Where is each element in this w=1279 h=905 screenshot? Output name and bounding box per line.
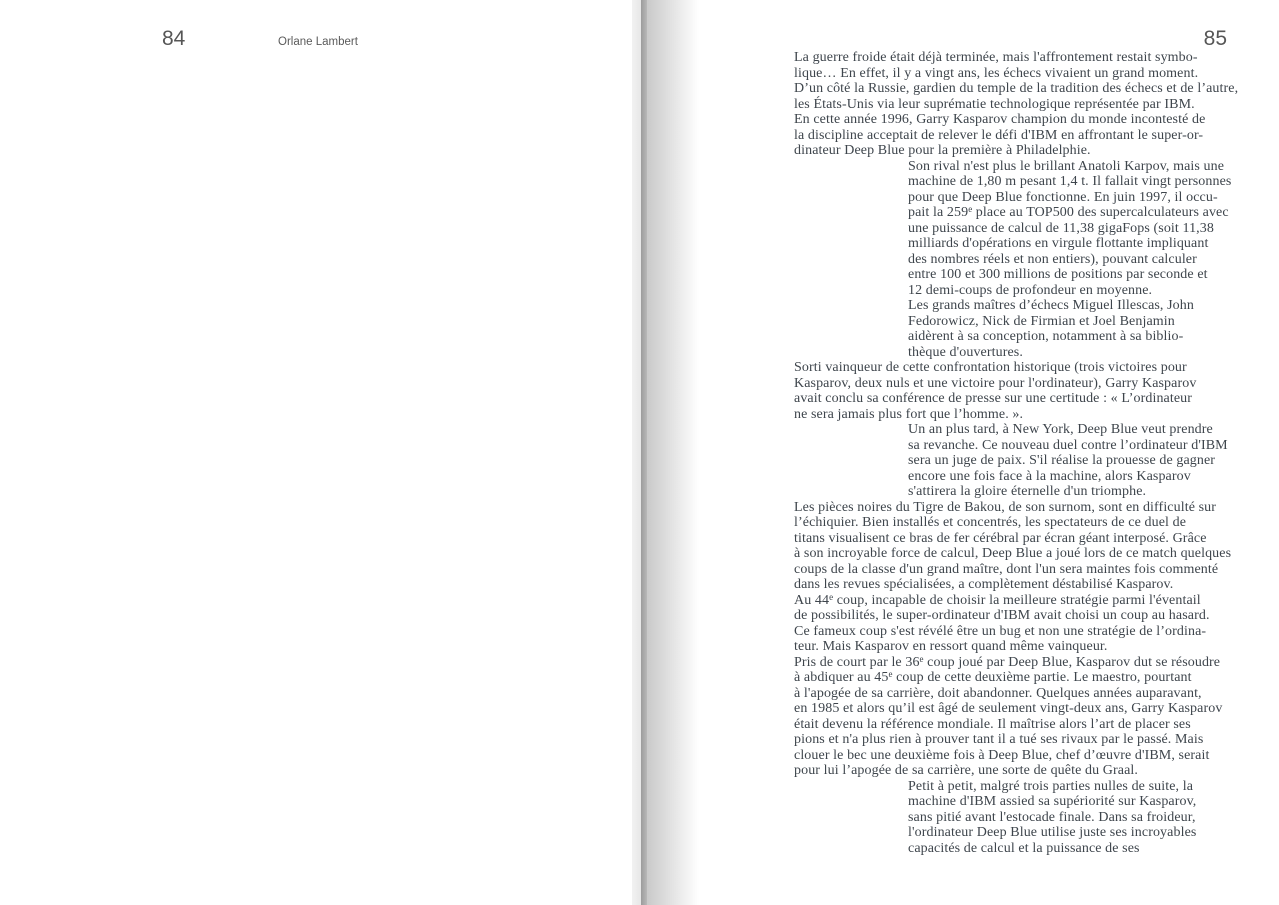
- text-line: des nombres réels et non entiers), pouvant calculer: [908, 251, 1197, 267]
- text-line: titans visualisent ce bras de fer cérébral par écran géant interposé. Grâce: [794, 530, 1207, 546]
- text-line: lique… En effet, il y a vingt ans, les échecs vivaient un grand moment.: [794, 65, 1199, 81]
- text-line: teur. Mais Kasparov en ressort quand même vainqueur.: [794, 639, 1108, 654]
- text-line: s'attirera la gloire éternelle d'un triomphe.: [908, 484, 1147, 499]
- text-line: D’un côté la Russie, gardien du temple de la tradition des échecs et de l’autre,: [794, 81, 1239, 96]
- text-line: clouer le bec une deuxième fois à Deep Blue, chef d’œuvre d'IBM, serait: [794, 747, 1210, 763]
- text-line: pour que Deep Blue fonctionne. En juin 1997, il occu-: [908, 189, 1218, 205]
- text-line: Son rival n'est plus le brillant Anatoli Karpov, mais une: [908, 158, 1225, 174]
- text-line: coups de la classe d'un grand maître, dont l'un sera maintes fois commenté: [794, 561, 1219, 577]
- text-line: à son incroyable force de calcul, Deep Blue a joué lors de ce match quelques: [794, 546, 1232, 561]
- text-line: en 1985 et alors qu’il est âgé de seulement vingt-deux ans, Garry Kasparov: [794, 701, 1223, 716]
- text-block: [794, 50, 1246, 856]
- text-line: les États-Unis via leur suprématie technologique représentée par IBM.: [794, 96, 1195, 112]
- text-line: thèque d'ouvertures.: [908, 344, 1023, 360]
- text-line: une puissance de calcul de 11,38 gigaFops (soit 11,38: [908, 220, 1214, 236]
- page-number-right: 85: [1203, 27, 1227, 50]
- text-line: La guerre froide était déjà terminée, mais l'affrontement restait symbo-: [794, 50, 1198, 65]
- text-line: Ce fameux coup s'est révélé être un bug et non une stratégie de l’ordina-: [794, 623, 1207, 639]
- text-line: la discipline acceptait de relever le défi d'IBM en affrontant le super-or-: [794, 127, 1204, 143]
- text-line: capacités de calcul et la puissance de ses: [908, 840, 1140, 856]
- text-line: machine de 1,80 m pesant 1,4 t. Il fallait vingt personnes: [908, 174, 1232, 189]
- text-line: sa revanche. Ce nouveau duel contre l’ordinateur d'IBM: [908, 437, 1228, 453]
- text-line: dans les revues spécialisées, a complètement déstabilisé Kasparov.: [794, 577, 1174, 592]
- text-line: milliards d'opérations en virgule flottante impliquant: [908, 236, 1209, 251]
- text-line: pions et n'a plus rien à prouver tant il a tué ses rivaux par le passé. Mais: [794, 732, 1204, 747]
- text-line: Kasparov, deux nuls et une victoire pour l'ordinateur), Garry Kasparov: [794, 375, 1197, 391]
- text-line: 12 demi-coups de profondeur en moyenne.: [908, 282, 1153, 298]
- text-line: pait la 259e place au TOP500 des supercalculateurs avec: [908, 204, 1229, 220]
- text-line: machine d'IBM assied sa supériorité sur Kasparov,: [908, 794, 1197, 809]
- left-page: [0, 0, 632, 905]
- text-line: l'ordinateur Deep Blue utilise juste ses incroyables: [908, 825, 1197, 840]
- text-line: Un an plus tard, à New York, Deep Blue veut prendre: [908, 422, 1213, 437]
- text-line: de possibilités, le super-ordinateur d'IBM avait choisi un coup au hasard.: [794, 608, 1210, 623]
- text-line: Au 44e coup, incapable de choisir la meilleure stratégie parmi l'éventail: [794, 591, 1201, 608]
- text-line: avait conclu sa conférence de presse sur une certitude : « L’ordinateur: [794, 391, 1193, 406]
- text-line: sera un juge de paix. S'il réalise la prouesse de gagner: [908, 453, 1216, 468]
- spine-shadow: [647, 0, 699, 905]
- text-line: En cette année 1996, Garry Kasparov champion du monde incontesté de: [794, 112, 1206, 127]
- text-line: Petit à petit, malgré trois parties nulles de suite, la: [908, 778, 1194, 794]
- text-line: Les grands maîtres d’échecs Miguel Illescas, John: [908, 298, 1194, 313]
- author-name: Orlane Lambert: [278, 36, 358, 48]
- text-line: Pris de court par le 36e coup joué par Deep Blue, Kasparov dut se résoudre: [794, 653, 1221, 670]
- text-line: entre 100 et 300 millions de positions par seconde et: [908, 267, 1208, 282]
- text-line: ne sera jamais plus fort que l’homme. ».: [794, 406, 1024, 422]
- text-line: encore une fois face à la machine, alors Kasparov: [908, 468, 1191, 484]
- text-line: à l'apogée de sa carrière, doit abandonner. Quelques années auparavant,: [794, 685, 1202, 701]
- text-line: Les pièces noires du Tigre de Bakou, de son surnom, sont en difficulté sur: [794, 499, 1217, 515]
- text-line: à abdiquer au 45e coup de cette deuxième partie. Le maestro, pourtant: [794, 669, 1192, 685]
- text-line: l’échiquier. Bien installés et concentrés, les spectateurs de ce duel de: [794, 515, 1187, 530]
- text-line: Fedorowicz, Nick de Firmian et Joel Benjamin: [908, 313, 1175, 329]
- text-line: dinateur Deep Blue pour la première à Philadelphie.: [794, 143, 1091, 158]
- page-number-left: 84: [162, 27, 186, 50]
- text-line: était devenu la référence mondiale. Il maîtrise alors l’art de placer ses: [794, 716, 1191, 732]
- text-line: aidèrent à sa conception, notamment à sa biblio-: [908, 329, 1184, 344]
- page-edge-highlight: [632, 0, 641, 905]
- text-line: Sorti vainqueur de cette confrontation historique (trois victoires pour: [794, 360, 1187, 375]
- text-line: sans pitié avant l'estocade finale. Dans sa froideur,: [908, 809, 1196, 825]
- right-page: [647, 0, 1279, 905]
- text-line: pour lui l’apogée de sa carrière, une sorte de quête du Graal.: [794, 763, 1138, 778]
